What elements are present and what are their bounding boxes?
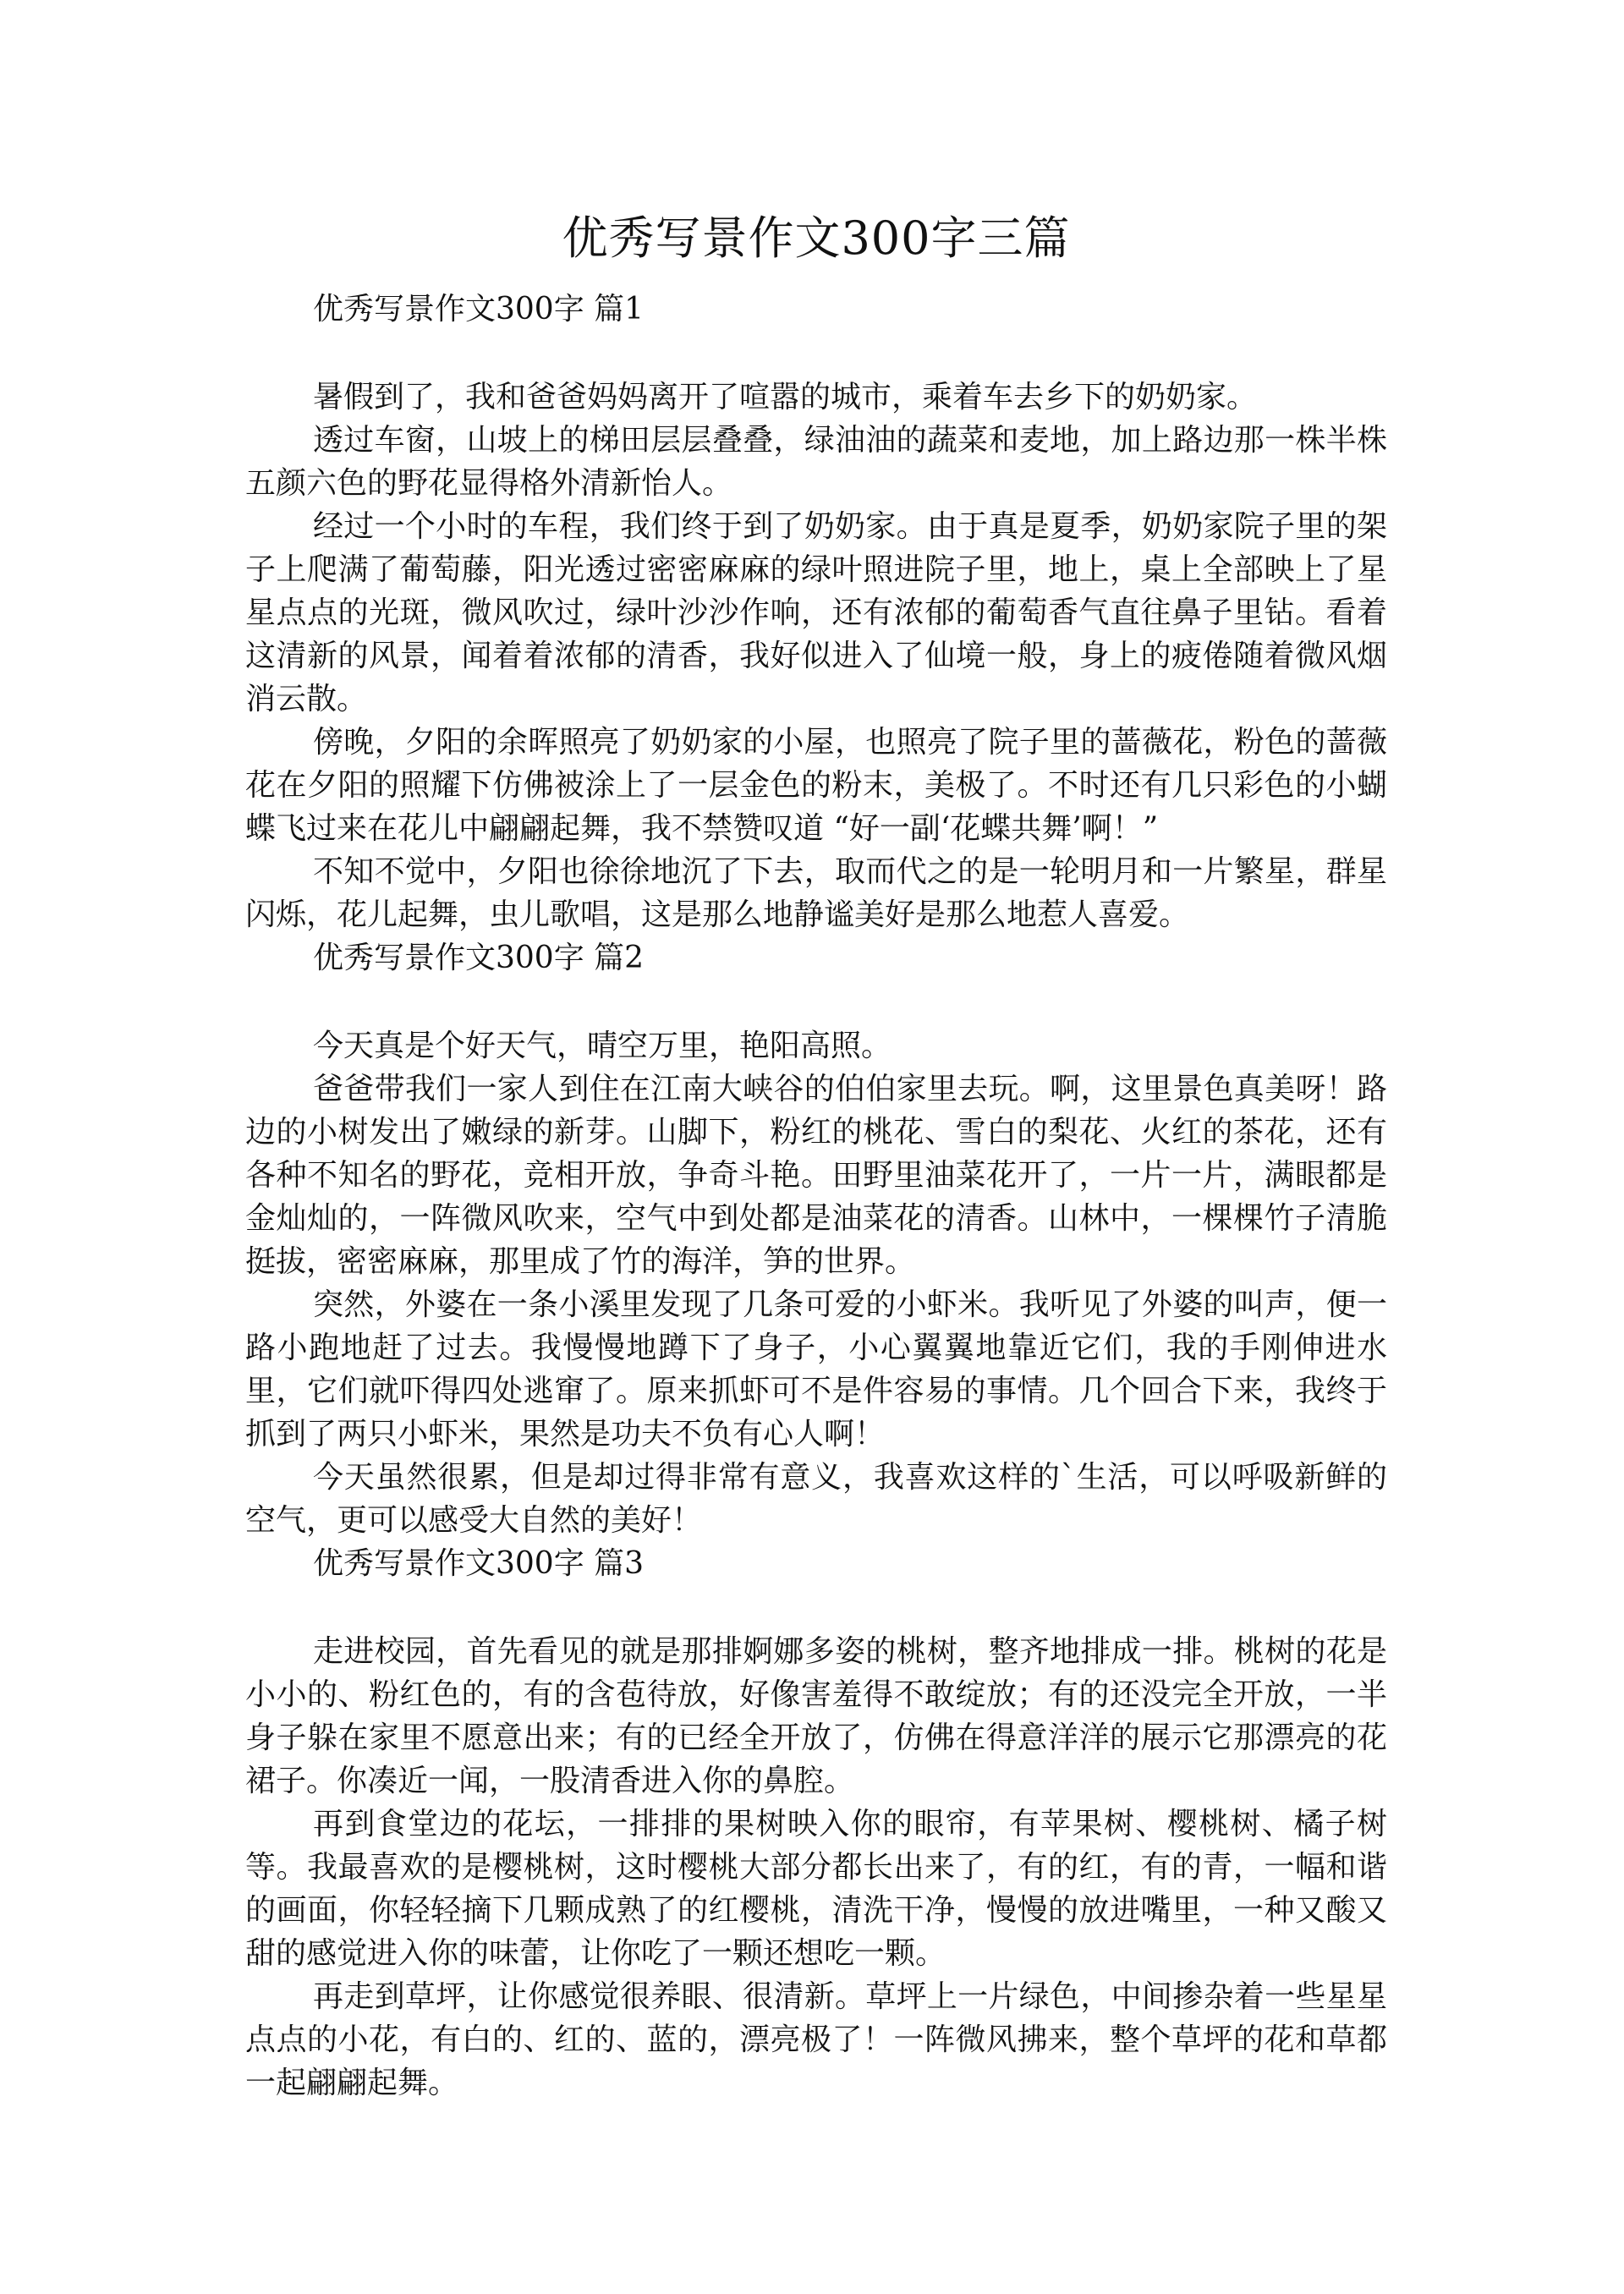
essay-2-paragraph-2: 爸爸带我们一家人到住在江南大峡谷的伯伯家里去玩。啊，这里景色真美呀！路边的小树发出了嫩绿的新芽。山脚下，粉红的桃花、雪白的梨花、火红的茶花，还有各种不知名的野花，竞相开放，争奇斗艳。田野里油菜花开了，一片一片，满眼都是金灿灿的，一阵微风吹来，空气中到处都是油菜花的清香。山林中，一棵棵竹子清脆挺拔，密密麻麻，那里成了竹的海洋，笋的世界。	[245, 1072, 1387, 1279]
document-title: 优秀写景作文300字三篇	[562, 211, 1071, 265]
essay-2-paragraph-3: 突然，外婆在一条小溪里发现了几条可爱的小虾米。我听见了外婆的叫声，便一路小跑地赶了过去。我慢慢地蹲下了身子，小心翼翼地靠近它们，我的手刚伸进水里，它们就吓得四处逃窜了。原来抓虾可不是件容易的事情。几个回合下来，我终于抓到了两只小虾米，果然是功夫不负有心人啊！	[245, 1287, 1387, 1452]
essay-3	[245, 1542, 1387, 2105]
essay-1-paragraph-5: 不知不觉中，夕阳也徐徐地沉了下去，取而代之的是一轮明月和一片繁星，群星闪烁，花儿起舞，虫儿歌唱，这是那么地静谧美好是那么地惹人喜爱。	[245, 854, 1387, 932]
essay-1-paragraph-2: 透过车窗，山坡上的梯田层层叠叠，绿油油的蔬菜和麦地，加上路边那一株半株五颜六色的野花显得格外清新怡人。	[245, 423, 1387, 501]
essay-3-paragraph-1: 走进校园，首先看见的就是那排婀娜多姿的桃树，整齐地排成一排。桃树的花是小小的、粉红色的，有的含苞待放，好像害羞得不敢绽放；有的还没完全开放，一半身子躲在家里不愿意出来；有的已经全开放了，仿佛在得意洋洋的展示它那漂亮的花裙子。你凑近一闻，一股清香进入你的鼻腔。	[245, 1634, 1387, 1798]
essay-2	[245, 936, 1387, 1542]
essay-2-paragraph-1: 今天真是个好天气，晴空万里，艳阳高照。	[313, 1029, 892, 1063]
blank-line	[245, 1586, 1387, 1630]
essay-1-heading: 优秀写景作文300字 篇1	[313, 292, 645, 327]
essay-3-paragraph-2: 再到食堂边的花坛，一排排的果树映入你的眼帘，有苹果树、樱桃树、橘子树等。我最喜欢的是樱桃树，这时樱桃大部分都长出来了，有的红，有的青，一幅和谐的画面，你轻轻摘下几颗成熟了的红樱桃，清洗干净，慢慢的放进嘴里，一种又酸又甜的感觉进入你的味蕾，让你吃了一颗还想吃一颗。	[245, 1807, 1387, 1971]
blank-line	[245, 980, 1387, 1024]
essay-2-paragraph-4: 今天虽然很累，但是却过得非常有意义，我喜欢这样的`生活，可以呼吸新鲜的空气，更可以感受大自然的美好！	[245, 1460, 1387, 1538]
essay-1	[245, 288, 1387, 936]
essay-1-paragraph-3: 经过一个小时的车程，我们终于到了奶奶家。由于真是夏季，奶奶家院子里的架子上爬满了葡萄藤，阳光透过密密麻麻的绿叶照进院子里，地上，桌上全部映上了星星点点的光斑，微风吹过，绿叶沙沙作响，还有浓郁的葡萄香气直往鼻子里钻。看着这清新的风景，闻着着浓郁的清香，我好似进入了仙境一般，身上的疲倦随着微风烟消云散。	[245, 509, 1387, 716]
essay-3-paragraph-3: 再走到草坪，让你感觉很养眼、很清新。草坪上一片绿色，中间掺杂着一些星星点点的小花，有白的、红的、蓝的，漂亮极了！一阵微风拂来，整个草坪的花和草都一起翩翩起舞。	[245, 1979, 1387, 2100]
essay-2-heading: 优秀写景作文300字 篇2	[313, 941, 645, 975]
essay-3-heading: 优秀写景作文300字 篇3	[313, 1546, 645, 1581]
blank-line	[245, 332, 1387, 376]
essay-1-paragraph-1: 暑假到了，我和爸爸妈妈离开了喧嚣的城市，乘着车去乡下的奶奶家。	[313, 380, 1258, 414]
essay-1-paragraph-4: 傍晚，夕阳的余晖照亮了奶奶家的小屋，也照亮了院子里的蔷薇花，粉色的蔷薇花在夕阳的照耀下仿佛被涂上了一层金色的粉末，美极了。不时还有几只彩色的小蝴蝶飞过来在花儿中翩翩起舞，我不禁赞叹道 “好一副‘花蝶共舞’啊！”	[245, 725, 1387, 846]
document-page	[245, 195, 1387, 2105]
